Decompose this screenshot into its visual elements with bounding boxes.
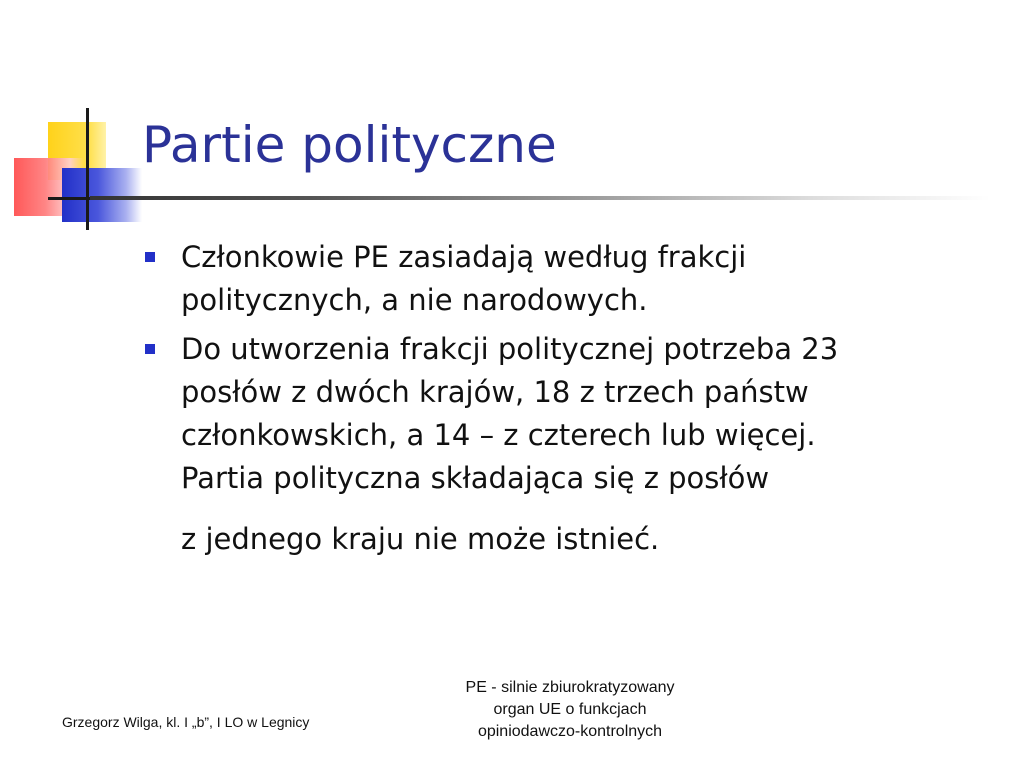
footer-caption-line: opiniodawczo-kontrolnych bbox=[477, 723, 663, 740]
footer-caption-line: PE - silnie zbiurokratyzowany bbox=[465, 679, 675, 696]
title-underline bbox=[90, 196, 990, 200]
bullet-line: członkowskich, a 14 – z czterech lub więcej. bbox=[181, 418, 816, 452]
square-bullet-icon bbox=[145, 344, 155, 354]
bullet-line: Członkowie PE zasiadają według frakcji bbox=[181, 240, 747, 274]
footer-author: Grzegorz Wilga, kl. I „b”, I LO w Legnicy bbox=[62, 714, 310, 730]
footer-caption-line: organ UE o funkcjach bbox=[493, 701, 647, 718]
bullet-line: politycznych, a nie narodowych. bbox=[181, 283, 648, 317]
vertical-line-decoration bbox=[86, 108, 89, 230]
square-bullet-icon bbox=[145, 252, 155, 262]
bullet-item bbox=[142, 328, 1002, 561]
blue-square-decoration bbox=[62, 168, 142, 222]
bullet-line: Do utworzenia frakcji politycznej potrzeba 23 bbox=[181, 332, 839, 366]
bullet-line: Partia polityczna składająca się z posłów bbox=[181, 461, 770, 495]
bullet-line: posłów z dwóch krajów, 18 z trzech państw bbox=[181, 375, 809, 409]
footer-caption bbox=[420, 677, 720, 743]
bullet-continuation-line: z jednego kraju nie może istnieć. bbox=[181, 522, 660, 556]
bullet-list bbox=[142, 236, 1002, 567]
bullet-item bbox=[142, 236, 1002, 322]
slide-title: Partie polityczne bbox=[142, 116, 557, 174]
